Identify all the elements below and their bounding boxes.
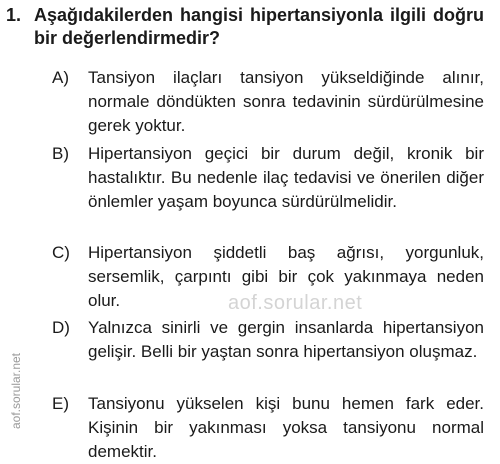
option-a-letter: A)	[52, 68, 69, 87]
question-stem: Aşağıdakilerden hangisi hipertansiyonla ilgili doğru bir değerlendirmedir?	[34, 5, 484, 48]
option-b-text: Hipertansiyon geçici bir durum değil, kronik bir hastalıktır. Bu nedenle ilaç tedavisi ve önerilen diğer önlemler yaşam boyunca sürdürülmelidir.	[88, 144, 484, 211]
option-d-letter: D)	[52, 318, 70, 337]
watermark-side: aof.sorular.net	[9, 352, 23, 430]
option-d-text: Yalnızca sinirli ve gergin insanlarda hipertansiyon gelişir. Belli bir yaştan sonra hipertansiyon oluşmaz.	[88, 318, 484, 361]
question-number: 1.	[6, 5, 22, 25]
option-a-text: Tansiyon ilaçları tansiyon yükseldiğinde alınır, normale döndükten sonra tedavinin sürdürülmesine gerek yoktur.	[88, 68, 484, 135]
option-c-text: Hipertansiyon şiddetli baş ağrısı, yorgunluk, sersemlik, çarpıntı gibi bir çok yakınmaya neden olur.	[88, 243, 484, 310]
option-c-letter: C)	[52, 243, 70, 262]
option-e-letter: E)	[52, 394, 69, 413]
option-e-text: Tansiyonu yükselen kişi bunu hemen fark eder. Kişinin bir yakınması yoksa tansiyonu normal demektir.	[88, 394, 484, 461]
watermark-center: aof.sorular.net	[228, 292, 363, 314]
option-b-letter: B)	[52, 144, 69, 163]
